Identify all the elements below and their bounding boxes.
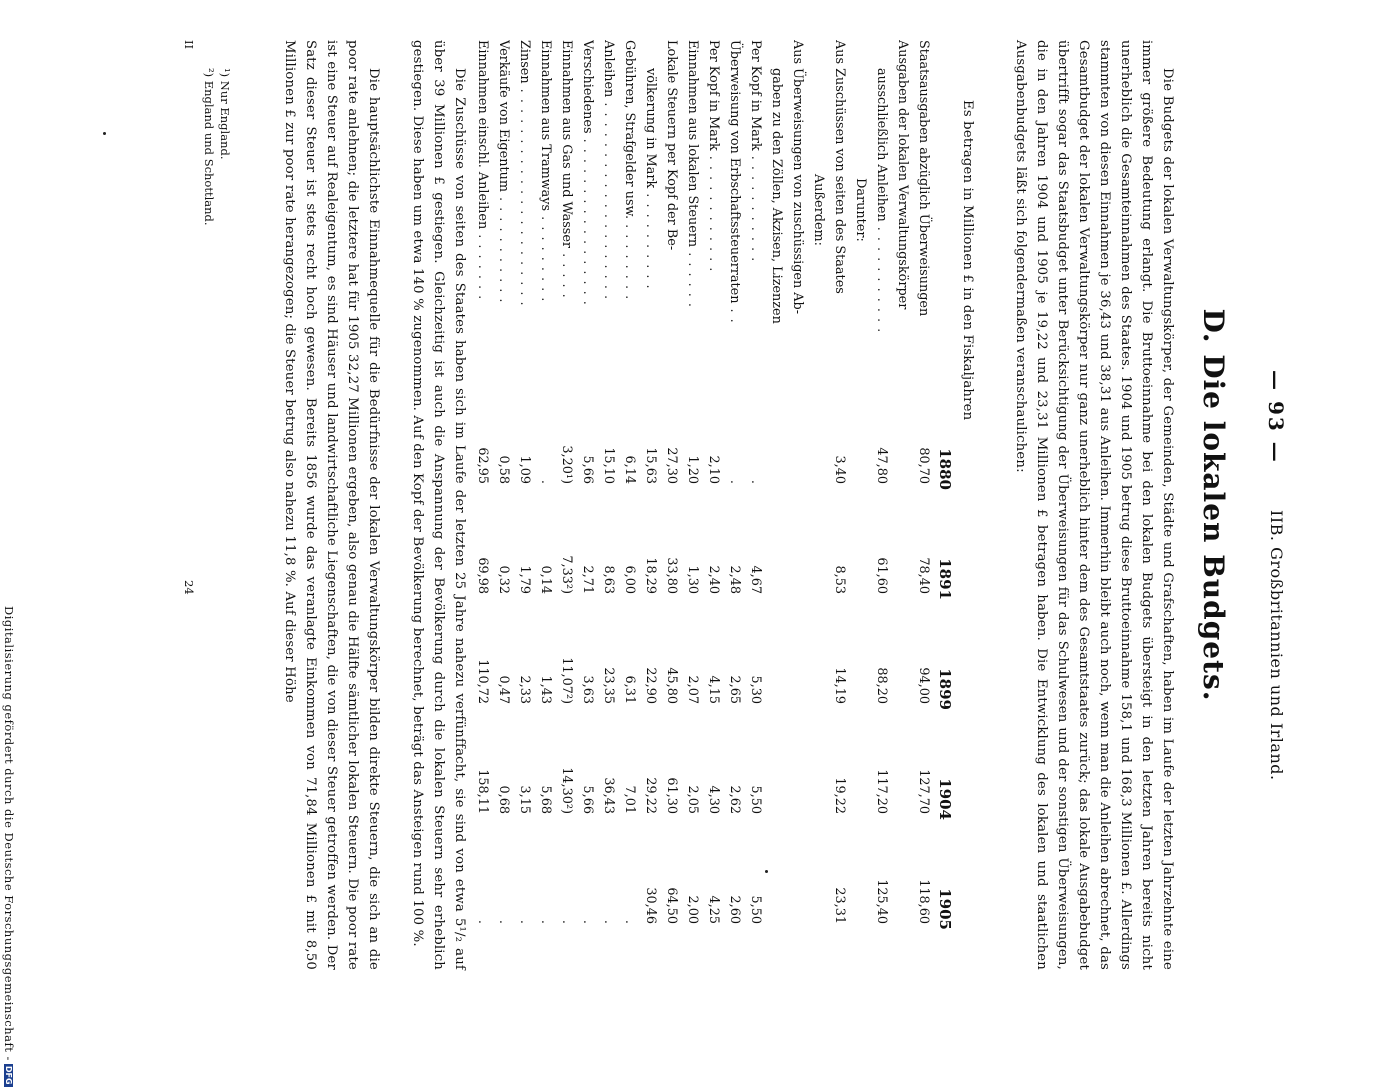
year-header: 1899: [936, 668, 954, 710]
value-cell: 5,50: [748, 895, 763, 924]
value-cell: 29,22: [643, 777, 658, 814]
row-label: Ausgaben der lokalen Verwaltungskörper: [895, 40, 910, 310]
value-cell: 6,14: [622, 455, 637, 484]
row-label: gaben zu den Zöllen, Akzisen, Lizenzen: [769, 68, 784, 324]
row-label-cell: [829, 40, 850, 380]
row-label-cell: [535, 40, 556, 380]
dfg-logo: DFG: [4, 1065, 14, 1085]
leader-dots: . . . . . . .: [475, 229, 490, 301]
row-label-cell: [703, 40, 724, 380]
row-label-cell: [556, 40, 577, 380]
value-cell: 23,31: [832, 887, 847, 924]
value-cell: 158,11: [475, 769, 490, 814]
value-cell: 4,67: [748, 565, 763, 594]
value-cell: 78,40: [916, 557, 931, 594]
value-cell: 45,80: [664, 667, 679, 704]
table-caption: Es betragen in Millionen £ in den Fiskaljahren: [960, 100, 975, 421]
value-cell: 14,19: [832, 667, 847, 704]
leader-dots: . . . . . .: [685, 247, 700, 308]
value-cell: [850, 600, 871, 710]
value-cell: .: [538, 919, 553, 924]
value-cell: [892, 380, 913, 490]
value-cell: 2,71: [580, 565, 595, 594]
row-label: Per Kopf in Mark: [748, 40, 763, 151]
value-cell: 19,22: [832, 777, 847, 814]
table-body: [472, 40, 934, 930]
leader-dots: . . . . . . . . . . . . . . . . . . . . . .: [517, 83, 532, 307]
row-label-cell: [724, 40, 745, 380]
value-cell: [808, 600, 829, 710]
value-cell: 64,50: [664, 887, 679, 924]
value-cell: 3,15: [517, 785, 532, 814]
value-cell: [808, 820, 829, 930]
value-cell: [850, 710, 871, 820]
credit-text: Digitalisierung gefördert durch die Deutsche Forschungsgemeinschaft -: [2, 606, 16, 1061]
value-cell: 2,00: [685, 895, 700, 924]
value-cell: 11,07²): [559, 657, 574, 704]
rotated-book-page: [170, 40, 1290, 970]
row-label-cell: [808, 40, 829, 380]
value-cell: 127,70: [916, 769, 931, 814]
year-header: 1904: [936, 778, 954, 820]
value-cell: 5,66: [580, 785, 595, 814]
value-cell: 4,25: [706, 895, 721, 924]
value-cell: 62,95: [475, 447, 490, 484]
scan-speck: [765, 870, 768, 873]
value-cell: [892, 490, 913, 600]
intro-paragraph: Die Budgets der lokalen Verwaltungskörper, der Gemeinden, Städte und Grafschaften, haben im Laufe der letzten Jahrzehnte eine immer größere Bedeutung erlangt. Die Bruttoeinnahme bei den lokalen Budgets übersteigt in den letzten Jahren bereits nicht unerheblich die Gesamteinnahmen des Staates. 1904 und 1905 betrug diese Bruttoeinnahme 158,1 und 168,3 Millionen £. Allerdings stammten von diesen Einnahmen je 36,43 und 38,31 aus Anleihen. Immerhin bleibt auch noch, wenn man die Anleihen abrechnet, das Gesamtbudget der lokalen Verwaltungskörper nur ganz unerheblich hinter dem des Gesamtstaates zurück; das lokale Ausgabebudget übertrifft sogar das Staatsbudget unter Berücksichtigung der Überweisungen für das Schulwesen und der sonstigen Überweisungen, die in den Jahren 1904 und 1905 je 19,22 und 23,31 Millionen £ betragen haben. Die Entwicklung des lokalen und staatlichen Ausgabenbudgets läßt sich folgendermaßen veranschaulichen:: [1013, 40, 1175, 970]
value-cell: 47,80: [874, 447, 889, 484]
value-cell: .: [517, 919, 532, 924]
leader-dots: . . . . . . . . . .: [643, 188, 658, 290]
year-header: 1905: [936, 888, 954, 930]
value-cell: 1,20: [685, 455, 700, 484]
value-cell: 80,70: [916, 447, 931, 484]
year-header: 1880: [936, 448, 954, 490]
row-label-cell: [640, 40, 661, 380]
paragraph-subsidies: Die Zuschüsse von seiten des Staates haben sich im Laufe der letzten 25 Jahre nahezu verfünffacht, sie sind von etwa 5¹/₂ auf über 39 Millionen £ gestiegen. Gleichzeitig ist auch die Anspannung der Bevölkerung durch die lokalen Steuern sehr erheblich gestiegen. Diese haben um etwa 140 % zugenommen. Auf den Kopf der Bevölkerung berechnet, beträgt das Ansteigen rund 100 %.: [410, 40, 467, 970]
row-label: Lokale Steuern per Kopf der Be-: [664, 40, 679, 251]
table-row: [808, 40, 829, 930]
value-cell: 88,20: [874, 667, 889, 704]
leader-dots: . . . . . . . .: [622, 219, 637, 301]
value-cell: 1,43: [538, 675, 553, 704]
row-label-cell: [493, 40, 514, 380]
value-cell: .: [559, 919, 574, 924]
row-label: Überweisung von Erbschaftssteuerraten: [727, 40, 742, 304]
value-cell: .: [622, 919, 637, 924]
value-cell: [808, 710, 829, 820]
table-row: [556, 40, 577, 930]
value-cell: 0,14: [538, 565, 553, 594]
table-row: [535, 40, 556, 930]
value-cell: 5,68: [538, 785, 553, 814]
row-label-cell: [892, 40, 913, 380]
table-row: [493, 40, 514, 930]
digitization-credit-margin: [0, 0, 20, 1085]
row-label: Einnahmen einschl. Anleihen: [475, 40, 490, 230]
row-label-cell: [619, 40, 640, 380]
value-cell: 5,66: [580, 455, 595, 484]
table-row: [514, 40, 535, 930]
row-label: Einnahmen aus lokalen Steuern: [685, 40, 700, 248]
year-header: 1891: [936, 558, 954, 600]
row-label: ausschließlich Anleihen: [874, 68, 889, 222]
paragraph-poor-rate: Die hauptsächlichste Einnahmequelle für die Bedürfnisse der lokalen Verwaltungskörper bilden direkte Steuern, die sich an die poor rate anlehnen; die letztere hat für 1905 32,27 Millionen ergeben, also genau die Hälfte sämtlicher lokalen Steuern. Die poor rate ist eine Steuer auf Realeigentum, es sind Häuser und landwirtschaftliche Liegenschaften, die von dieser Steuer getroffen werden. Der Satz dieser Steuer ist stets recht hoch gewesen. Bereits 1856 wurde das veranlagte Einkommen von 71,84 Millionen £ mit 8,50 Millionen £ zur poor rate herangezogen; die Steuer betrug also nahezu 11,8 %. Auf dieser Höhe: [282, 40, 381, 970]
value-cell: 23,35: [601, 667, 616, 704]
value-cell: 18,29: [643, 557, 658, 594]
value-cell: 4,30: [706, 785, 721, 814]
footnote: ¹) Nur England.: [218, 68, 232, 160]
value-cell: 33,80: [664, 557, 679, 594]
table-row: [577, 40, 598, 930]
page-header: [1256, 40, 1290, 970]
section-title: D. Die lokalen Budgets.: [1197, 308, 1230, 702]
value-cell: 22,90: [643, 667, 658, 704]
value-cell: 2,07: [685, 675, 700, 704]
row-label: Außerdem:: [811, 174, 826, 246]
value-cell: 2,60: [727, 895, 742, 924]
value-cell: .: [727, 479, 742, 484]
table-row: [787, 40, 808, 930]
value-cell: 6,31: [622, 675, 637, 704]
page-number: — 93 —: [1264, 370, 1288, 464]
value-cell: 4,15: [706, 675, 721, 704]
row-label-cell: [766, 40, 787, 380]
leader-dots: . .: [727, 303, 742, 324]
value-cell: 8,63: [601, 565, 616, 594]
value-cell: 69,98: [475, 557, 490, 594]
value-cell: 2,62: [727, 785, 742, 814]
row-label-cell: [913, 40, 934, 380]
row-label-cell: [577, 40, 598, 380]
running-head: IIB. Großbritannien und Irland.: [1267, 510, 1286, 781]
table-row: [724, 40, 745, 930]
value-cell: [808, 490, 829, 600]
value-cell: [766, 820, 787, 930]
row-label: Verkäufe von Eigentum: [496, 40, 511, 192]
row-label: völkerung in Mark: [643, 68, 658, 189]
table-row: [913, 40, 934, 930]
value-cell: .: [538, 479, 553, 484]
row-label-cell: [871, 40, 892, 380]
sheet-number: 24: [182, 580, 196, 595]
row-label-cell: [598, 40, 619, 380]
value-cell: 1,09: [517, 455, 532, 484]
value-cell: [850, 490, 871, 600]
value-cell: .: [580, 919, 595, 924]
row-label-cell: [682, 40, 703, 380]
table-row: [472, 40, 493, 930]
row-label: Verschiedenes: [580, 40, 595, 134]
row-label-cell: [472, 40, 493, 380]
value-cell: 2,05: [685, 785, 700, 814]
value-cell: 110,72: [475, 659, 490, 704]
row-label: Per Kopf in Mark: [706, 40, 721, 151]
value-cell: .: [748, 479, 763, 484]
digitization-credit: [2, 606, 16, 1087]
row-label: Gebühren, Strafgelder usw.: [622, 40, 637, 220]
value-cell: 7,01: [622, 785, 637, 814]
value-cell: 2,10: [706, 455, 721, 484]
value-cell: 30,46: [643, 887, 658, 924]
value-cell: .: [496, 919, 511, 924]
value-cell: 2,48: [727, 565, 742, 594]
leader-dots: . . . . . . . . . . .: [874, 221, 889, 334]
value-cell: 125,40: [874, 879, 889, 924]
row-label: Darunter:: [853, 178, 868, 242]
table-header-spacer: [934, 40, 956, 380]
row-label: Staatsausgaben abzüglich Überweisungen: [916, 40, 931, 317]
leader-dots: . . . . . . . . .: [538, 211, 553, 303]
row-label: Aus Zuschüssen von seiten des Staates: [832, 40, 847, 294]
value-cell: 61,30: [664, 777, 679, 814]
value-cell: .: [475, 919, 490, 924]
value-cell: [787, 710, 808, 820]
value-cell: 15,10: [601, 447, 616, 484]
value-cell: 1,79: [517, 565, 532, 594]
table-row: [745, 40, 766, 930]
table-row: [598, 40, 619, 930]
row-label-cell: [787, 40, 808, 380]
row-label: Zinsen: [517, 40, 532, 84]
value-cell: [892, 600, 913, 710]
value-cell: 3,20¹): [559, 445, 574, 484]
value-cell: 1,30: [685, 565, 700, 594]
table-row: [829, 40, 850, 930]
value-cell: 2,65: [727, 675, 742, 704]
table-row: [850, 40, 871, 930]
value-cell: 2,40: [706, 565, 721, 594]
table-row: [640, 40, 661, 930]
row-label-cell: [850, 40, 871, 380]
budget-table: [472, 40, 956, 930]
leader-dots: . . . . . . . . . . .: [496, 191, 511, 304]
value-cell: 118,60: [916, 879, 931, 924]
value-cell: [766, 490, 787, 600]
signature-mark: II: [182, 40, 196, 50]
value-cell: [787, 490, 808, 600]
value-cell: [808, 380, 829, 490]
leader-dots: . . . . . . . . . . . . . . . . .: [580, 133, 595, 306]
value-cell: 3,40: [832, 455, 847, 484]
value-cell: [892, 710, 913, 820]
row-label: Anleihen: [601, 40, 616, 98]
value-cell: [766, 380, 787, 490]
scan-speck: [103, 132, 106, 135]
table-row: [619, 40, 640, 930]
value-cell: 6,00: [622, 565, 637, 594]
row-label-cell: [745, 40, 766, 380]
table-row: [892, 40, 913, 930]
value-cell: [766, 600, 787, 710]
table-header-row: [934, 40, 956, 930]
value-cell: 5,30: [748, 675, 763, 704]
row-label-cell: [661, 40, 682, 380]
table-row: [703, 40, 724, 930]
leader-dots: . . . . . . . . . . . .: [706, 150, 721, 273]
value-cell: [787, 820, 808, 930]
value-cell: 117,20: [874, 769, 889, 814]
row-label: Einnahmen aus Gas und Wasser: [559, 40, 574, 249]
row-label: Aus Überweisungen von zuschüssigen Ab-: [790, 40, 805, 315]
value-cell: 61,60: [874, 557, 889, 594]
value-cell: 0,47: [496, 675, 511, 704]
value-cell: 2,33: [517, 675, 532, 704]
value-cell: .: [601, 919, 616, 924]
value-cell: 8,53: [832, 565, 847, 594]
value-cell: 7,33²): [559, 555, 574, 594]
value-cell: 15,63: [643, 447, 658, 484]
footnote: ²) England und Schottland.: [202, 68, 216, 226]
table-row: [871, 40, 892, 930]
value-cell: 0,68: [496, 785, 511, 814]
value-cell: 27,30: [664, 447, 679, 484]
value-cell: 0,58: [496, 455, 511, 484]
value-cell: 0,32: [496, 565, 511, 594]
value-cell: 5,50: [748, 785, 763, 814]
value-cell: [766, 710, 787, 820]
table-row: [661, 40, 682, 930]
value-cell: 14,30²): [559, 767, 574, 814]
value-cell: [787, 380, 808, 490]
table-row: [682, 40, 703, 930]
row-label-cell: [514, 40, 535, 380]
value-cell: [892, 820, 913, 930]
table-row: [766, 40, 787, 930]
value-cell: [850, 820, 871, 930]
value-cell: [850, 380, 871, 490]
leader-dots: . . . . . . . . . . . . . . . . . . . .: [601, 97, 616, 301]
leader-dots: . . . . .: [559, 248, 574, 299]
value-cell: 3,63: [580, 675, 595, 704]
value-cell: 36,43: [601, 777, 616, 814]
value-cell: [787, 600, 808, 710]
value-cell: 94,00: [916, 667, 931, 704]
row-label: Einnahmen aus Tramways: [538, 40, 553, 212]
leader-dots: . . . . . . . . . . .: [748, 150, 763, 263]
